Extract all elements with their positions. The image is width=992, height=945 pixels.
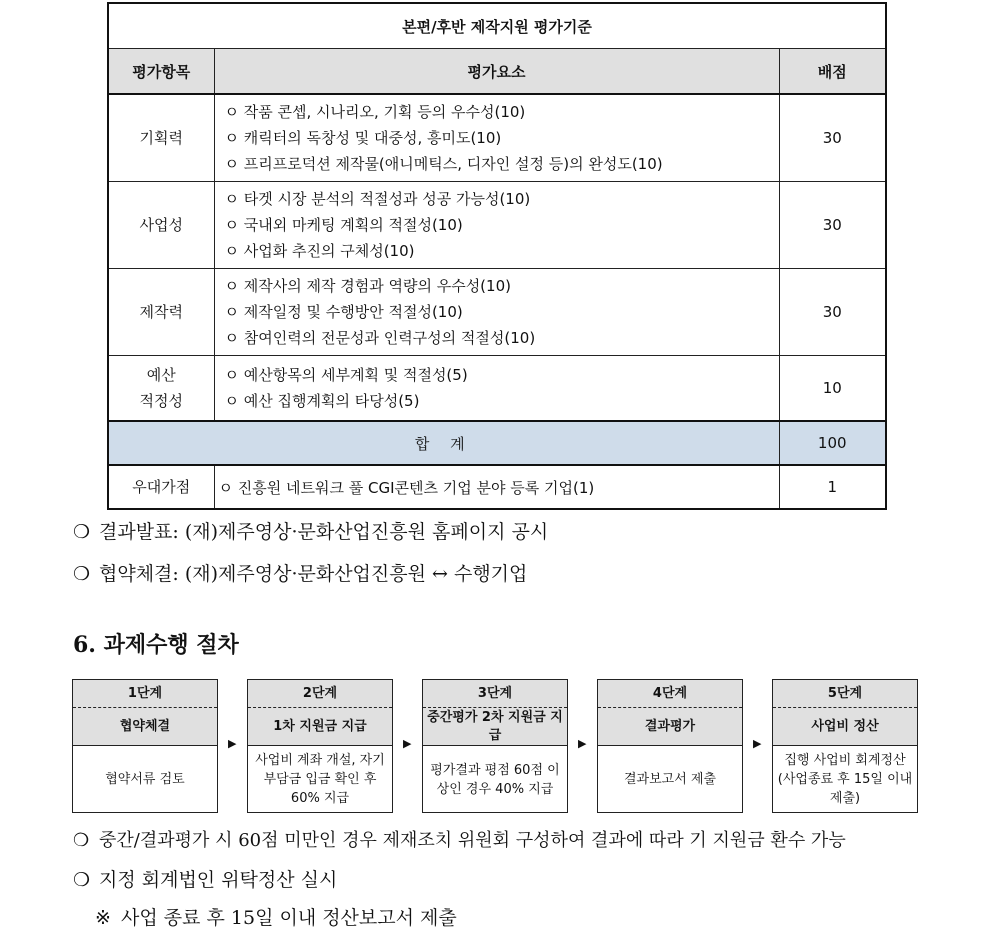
circle-bullet-icon: ❍ (73, 869, 91, 891)
stage-desc: 집행 사업비 회계정산 (사업종료 후 15일 이내 제출) (777, 753, 913, 806)
row-item: ㅇ 국내외 마케팅 계획의 적절성(10) (224, 216, 463, 234)
total-row (108, 421, 886, 465)
section-heading: 6. 과제수행 절차 (73, 632, 239, 658)
bonus-label: 우대가점 (108, 465, 214, 509)
row-item: ㅇ 참여인력의 전문성과 인력구성의 적절성(10) (224, 329, 536, 347)
stage-desc: 협약서류 검토 (105, 772, 185, 787)
row-score: 10 (779, 356, 886, 422)
note-text: 중간/결과평가 시 60점 미만인 경우 제재조치 위원회 구성하여 결과에 따라 기 지원금 환수 가능 (99, 830, 846, 851)
row-items (214, 94, 779, 182)
stage-desc: 결과보고서 제출 (623, 772, 717, 787)
bonus-row (108, 465, 886, 509)
row-items (214, 356, 779, 422)
note-result-announcement (73, 517, 548, 544)
row-item: ㅇ 예산항목의 세부계획 및 적절성(5) (224, 366, 468, 384)
total-label-text: 합 계 (414, 434, 473, 453)
row-category-line: 예산 (146, 366, 176, 384)
note-accounting-firm (73, 865, 337, 892)
row-item: ㅇ 예산 집행계획의 타당성(5) (224, 392, 420, 410)
header-score: 배점 (779, 49, 886, 95)
note-sanction (73, 826, 846, 852)
bonus-score: 1 (779, 465, 886, 509)
evaluation-criteria-table (107, 2, 887, 510)
row-category (108, 356, 214, 422)
stage-header (598, 680, 742, 746)
stage-header (773, 680, 917, 746)
row-items (214, 269, 779, 356)
circle-bullet-icon: ❍ (73, 830, 90, 851)
stage-step: 3단계 (423, 680, 567, 708)
table-row (108, 269, 886, 356)
row-category: 제작력 (108, 269, 214, 356)
process-stage-3 (422, 679, 568, 813)
process-stage-2 (247, 679, 393, 813)
stage-title: 1차 지원금 지급 (273, 718, 367, 734)
table-row (108, 94, 886, 182)
note-agreement (73, 559, 527, 586)
table-title: 본편/후반 제작지원 평가기준 (108, 3, 886, 49)
process-stage-1 (72, 679, 218, 813)
row-score: 30 (779, 94, 886, 182)
note-text: 협약체결: (재)제주영상·문화산업진흥원 ↔ 수행기업 (99, 563, 528, 585)
row-category-line: 적정성 (139, 392, 183, 410)
total-score: 100 (779, 421, 886, 465)
row-score: 30 (779, 182, 886, 269)
row-item: ㅇ 프리프로덕션 제작물(애니메틱스, 디자인 설정 등)의 완성도(10) (224, 155, 663, 173)
circle-bullet-icon: ❍ (73, 521, 91, 543)
stage-desc: 평가결과 평점 60점 이상인 경우 40% 지급 (430, 762, 560, 797)
row-item: ㅇ 캐릭터의 독창성 및 대중성, 흥미도(10) (224, 129, 502, 147)
row-category: 사업성 (108, 182, 214, 269)
note-text: 지정 회계법인 위탁정산 실시 (99, 869, 338, 891)
arrow-right-icon: ▶ (753, 737, 762, 750)
stage-title: 중간평가 2차 지원금 지급 (427, 709, 563, 743)
stage-step: 4단계 (598, 680, 742, 708)
arrow-right-icon: ▶ (578, 737, 587, 750)
table-row (108, 182, 886, 269)
stage-step: 1단계 (73, 680, 217, 708)
stage-title: 사업비 정산 (811, 718, 879, 734)
row-item: ㅇ 작품 콘셉, 시나리오, 기획 등의 우수성(10) (224, 103, 526, 121)
table-row (108, 356, 886, 422)
row-category: 기획력 (108, 94, 214, 182)
process-stage-4 (597, 679, 743, 813)
stage-step: 2단계 (248, 680, 392, 708)
arrow-right-icon: ▶ (228, 737, 237, 750)
stage-header (73, 680, 217, 746)
circle-bullet-icon: ❍ (73, 563, 91, 585)
process-stage-5 (772, 679, 918, 813)
bonus-item: ㅇ 진흥원 네트워크 풀 CGI콘텐츠 기업 분야 등록 기업(1) (214, 465, 779, 509)
note-text: 결과발표: (재)제주영상·문화산업진흥원 홈페이지 공시 (99, 521, 549, 543)
note-settlement-report (95, 903, 457, 930)
stage-title: 협약체결 (119, 718, 171, 734)
note-text: 사업 종료 후 15일 이내 정산보고서 제출 (121, 907, 457, 929)
row-item: ㅇ 제작일정 및 수행방안 적절성(10) (224, 303, 463, 321)
stage-desc: 사업비 계좌 개설, 자기부담금 입금 확인 후 60% 지급 (255, 753, 385, 806)
row-item: ㅇ 타겟 시장 분석의 적절성과 성공 가능성(10) (224, 190, 531, 208)
row-items (214, 182, 779, 269)
stage-title: 결과평가 (644, 718, 696, 734)
stage-step: 5단계 (773, 680, 917, 708)
row-item: ㅇ 사업화 추진의 구체성(10) (224, 242, 415, 260)
row-item: ㅇ 제작사의 제작 경험과 역량의 우수성(10) (224, 277, 511, 295)
total-label (108, 421, 779, 465)
arrow-right-icon: ▶ (403, 737, 412, 750)
row-score: 30 (779, 269, 886, 356)
reference-mark-icon: ※ (95, 907, 111, 929)
header-elements: 평가요소 (214, 49, 779, 95)
stage-header (248, 680, 392, 746)
stage-header (423, 680, 567, 746)
header-category: 평가항목 (108, 49, 214, 95)
